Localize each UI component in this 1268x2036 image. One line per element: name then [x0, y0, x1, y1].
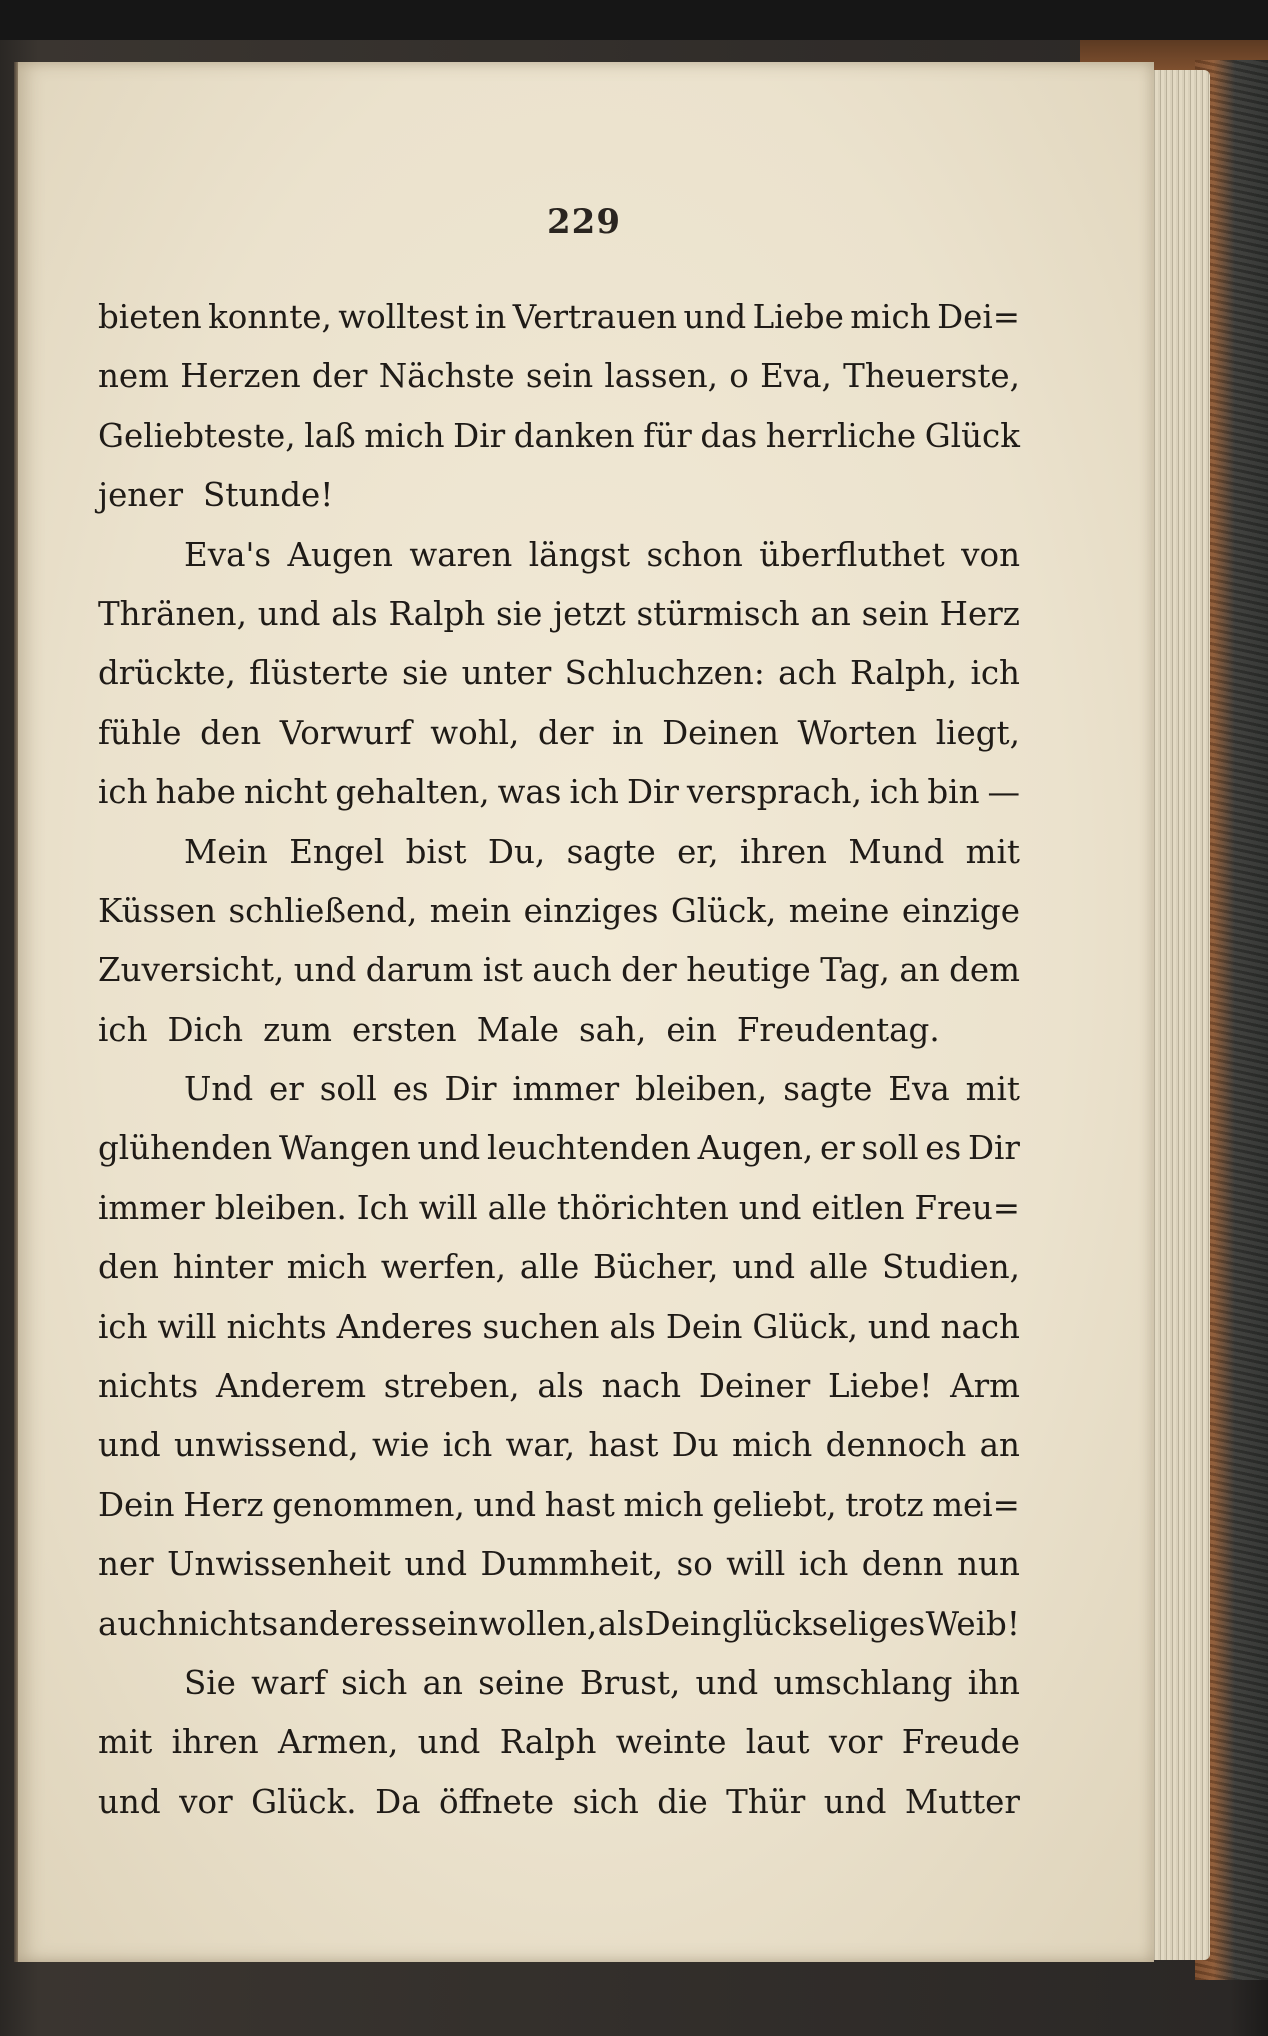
text-line: und unwissend, wie ich war, hast Du mich dennoch an	[98, 1426, 1020, 1465]
text-line: nichts Anderem streben, als nach Deiner Liebe! Arm	[98, 1367, 1020, 1406]
text-line: und vor Glück. Da öffnete sich die Thür und Mutter	[98, 1782, 1020, 1821]
body-text	[98, 288, 1020, 1832]
text-line: ich Dich zum ersten Male sah, ein Freudentag.	[98, 1010, 940, 1049]
text-line: ich habe nicht gehalten, was ich Dir versprach, ich bin —	[98, 773, 1020, 812]
text-line: mit ihren Armen, und Ralph weinte laut vor Freude	[98, 1723, 1020, 1762]
text-line: Zuversicht, und darum ist auch der heutige Tag, an dem	[98, 951, 1020, 990]
text-line: ner Unwissenheit und Dummheit, so will ich denn nun	[98, 1545, 1020, 1584]
text-line: immer bleiben. Ich will alle thörichten und eitlen Freu=	[98, 1188, 1020, 1227]
page-number: 229	[547, 202, 621, 242]
text-line: den hinter mich werfen, alle Bücher, und alle Studien,	[98, 1248, 1020, 1287]
text-line: Mein Engel bist Du, sagte er, ihren Mund mit	[184, 832, 1020, 871]
text-line: auch nichts anderes sein wollen, als Dein glückseliges Weib!	[98, 1604, 1020, 1643]
text-line: drückte, flüsterte sie unter Schluchzen: ach Ralph, ich	[98, 654, 1020, 693]
text-line: fühle den Vorwurf wohl, der in Deinen Worten liegt,	[98, 713, 1020, 752]
text-line: Geliebteste, laß mich Dir danken für das herrliche Glück	[98, 416, 1020, 455]
text-line: Eva's Augen waren längst schon überfluthet von	[184, 535, 1020, 574]
text-line: Dein Herz genommen, und hast mich geliebt, trotz mei=	[98, 1485, 1020, 1524]
text-line: Küssen schließend, mein einziges Glück, meine einzige	[98, 891, 1020, 930]
text-line: jener Stunde!	[98, 476, 334, 515]
book-gutter	[14, 62, 18, 1962]
text-line: Und er soll es Dir immer bleiben, sagte Eva mit	[184, 1070, 1020, 1109]
book-page	[14, 62, 1154, 1962]
text-line: Thränen, und als Ralph sie jetzt stürmisch an sein Herz	[98, 594, 1020, 633]
text-line: glühenden Wangen und leuchtenden Augen, er soll es Dir	[98, 1129, 1020, 1168]
text-line: bieten konnte, wolltest in Vertrauen und Liebe mich Dei=	[98, 298, 1020, 336]
text-line: Sie warf sich an seine Brust, und umschlang ihn	[184, 1663, 1020, 1702]
text-line: ich will nichts Anderes suchen als Dein Glück, und nach	[98, 1307, 1020, 1346]
text-line: nem Herzen der Nächste sein lassen, o Eva, Theuerste,	[98, 357, 1020, 396]
